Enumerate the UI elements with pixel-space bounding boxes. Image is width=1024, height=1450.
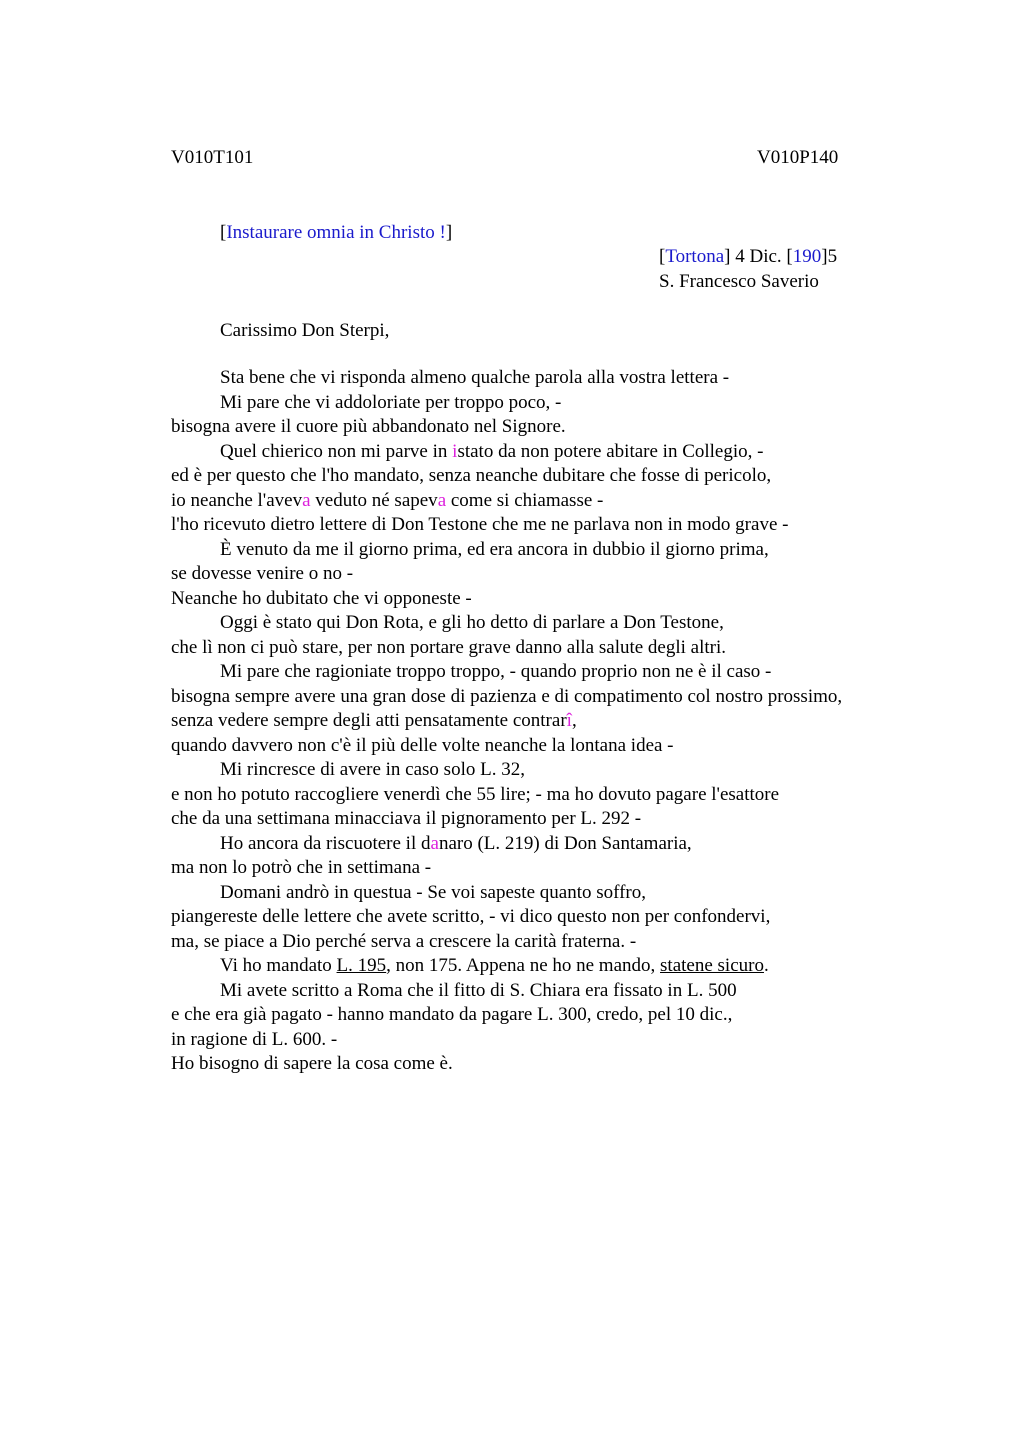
- letter-line: ma non lo potrò che in settimana -: [171, 857, 432, 878]
- day-month: 4 Dic.: [730, 246, 787, 267]
- letter-line: che lì non ci può stare, per non portare grave danno alla salute degli altri.: [171, 636, 727, 658]
- variant-letter: a: [437, 489, 447, 511]
- letter-line: [171, 489, 971, 514]
- text-segment: naro (L. 219) di Don Santamaria,: [438, 832, 692, 854]
- letter-line: ma, se piace a Dio perché serva a crescere la carità fraterna. -: [171, 930, 637, 952]
- variant-letter: a: [302, 489, 311, 511]
- text-segment: .: [763, 955, 769, 976]
- letter-line: Sta bene che vi risponda almeno qualche parola alla vostra lettera -: [220, 367, 730, 388]
- variant-letter: i: [452, 440, 458, 462]
- variant-letter: î: [566, 710, 572, 731]
- text-segment: stato da non potere abitare in Collegio, -: [457, 440, 764, 462]
- letter-line: bisogna avere il cuore più abbandonato nel Signore.: [171, 416, 566, 437]
- salutation: Carissimo Don Sterpi,: [220, 320, 390, 341]
- letter-line: e che era già pagato - hanno mandato da pagare L. 300, credo, pel 10 dic.,: [171, 1004, 733, 1025]
- letter-line: che da una settimana minacciava il pignoramento per L. 292 -: [171, 808, 642, 829]
- letter-line: Domani andrò in questua - Se voi sapeste quanto soffro,: [220, 881, 647, 903]
- letter-line: Mi pare che ragioniate troppo troppo, - quando proprio non ne è il caso -: [220, 661, 772, 682]
- saint-day: S. Francesco Saverio: [659, 271, 819, 292]
- underlined-amount: L. 195: [336, 955, 387, 976]
- letter-body: [171, 366, 971, 1077]
- bracket: [: [786, 246, 793, 267]
- text-segment: veduto né sapev: [310, 489, 438, 511]
- underlined-phrase: statene sicuro: [660, 955, 764, 976]
- letter-line: Mi avete scritto a Roma che il fitto di S. Chiara era fissato in L. 500: [220, 979, 737, 1001]
- year-part: 190: [792, 246, 822, 267]
- letter-line: [171, 709, 971, 734]
- letter-line: ed è per questo che l'ho mandato, senza neanche dubitare che fosse di pericolo,: [171, 465, 772, 486]
- motto: [220, 222, 452, 244]
- motto-text: Instaurare omnia in Christo !: [226, 222, 446, 243]
- letter-line: Mi rincresce di avere in caso solo L. 32,: [220, 759, 525, 780]
- letter-line: È venuto da me il giorno prima, ed era ancora in dubbio il giorno prima,: [220, 538, 769, 560]
- letter-line: [171, 440, 971, 465]
- letter-line: piangereste delle lettere che avete scritto, - vi dico questo non per confondervi,: [171, 906, 771, 927]
- year-end: 5: [827, 246, 838, 267]
- bracket: [: [659, 246, 666, 267]
- place-name: Tortona: [665, 246, 725, 267]
- letter-line: Ho bisogno di sapere la cosa come è.: [171, 1053, 453, 1074]
- text-segment: senza vedere sempre degli atti pensatamente contrar: [171, 710, 567, 731]
- text-segment: Ho ancora da riscuotere il d: [220, 832, 431, 854]
- text-segment: io neanche l'avev: [171, 489, 303, 511]
- letter-line: l'ho ricevuto dietro lettere di Don Testone che me ne parlava non in modo grave -: [171, 514, 789, 535]
- text-segment: , non 175. Appena ne ho ne mando,: [386, 955, 661, 976]
- letter-line: [171, 954, 971, 979]
- bracket: ]: [724, 246, 731, 267]
- text-segment: Vi ho mandato: [220, 955, 337, 976]
- text-segment: ,: [571, 710, 577, 731]
- letter-line: Mi pare che vi addoloriate per troppo poco, -: [220, 391, 562, 413]
- letter-line: in ragione di L. 600. -: [171, 1028, 338, 1050]
- motto-bracket-open: [: [220, 222, 227, 243]
- place-date: [659, 246, 837, 268]
- bracket: ]: [821, 246, 828, 267]
- motto-bracket-close: ]: [445, 222, 453, 243]
- letter-line: [171, 832, 971, 857]
- letter-line: Neanche ho dubitato che vi opponeste -: [171, 587, 472, 609]
- letter-line: e non ho potuto raccogliere venerdì che 55 lire; - ma ho dovuto pagare l'esattore: [171, 783, 780, 805]
- header-left-code: V010T101: [171, 147, 254, 168]
- text-segment: Quel chierico non mi parve in: [220, 440, 453, 462]
- letter-line: Oggi è stato qui Don Rota, e gli ho detto di parlare a Don Testone,: [220, 612, 724, 633]
- letter-line: quando davvero non c'è il più delle volte neanche la lontana idea -: [171, 734, 674, 756]
- variant-letter: a: [430, 832, 439, 854]
- text-segment: come si chiamasse -: [446, 489, 604, 511]
- letter-line: bisogna sempre avere una gran dose di pazienza e di compatimento col nostro prossimo,: [171, 685, 843, 707]
- letter-line: se dovesse venire o no -: [171, 563, 354, 584]
- header-right-code: V010P140: [757, 147, 839, 168]
